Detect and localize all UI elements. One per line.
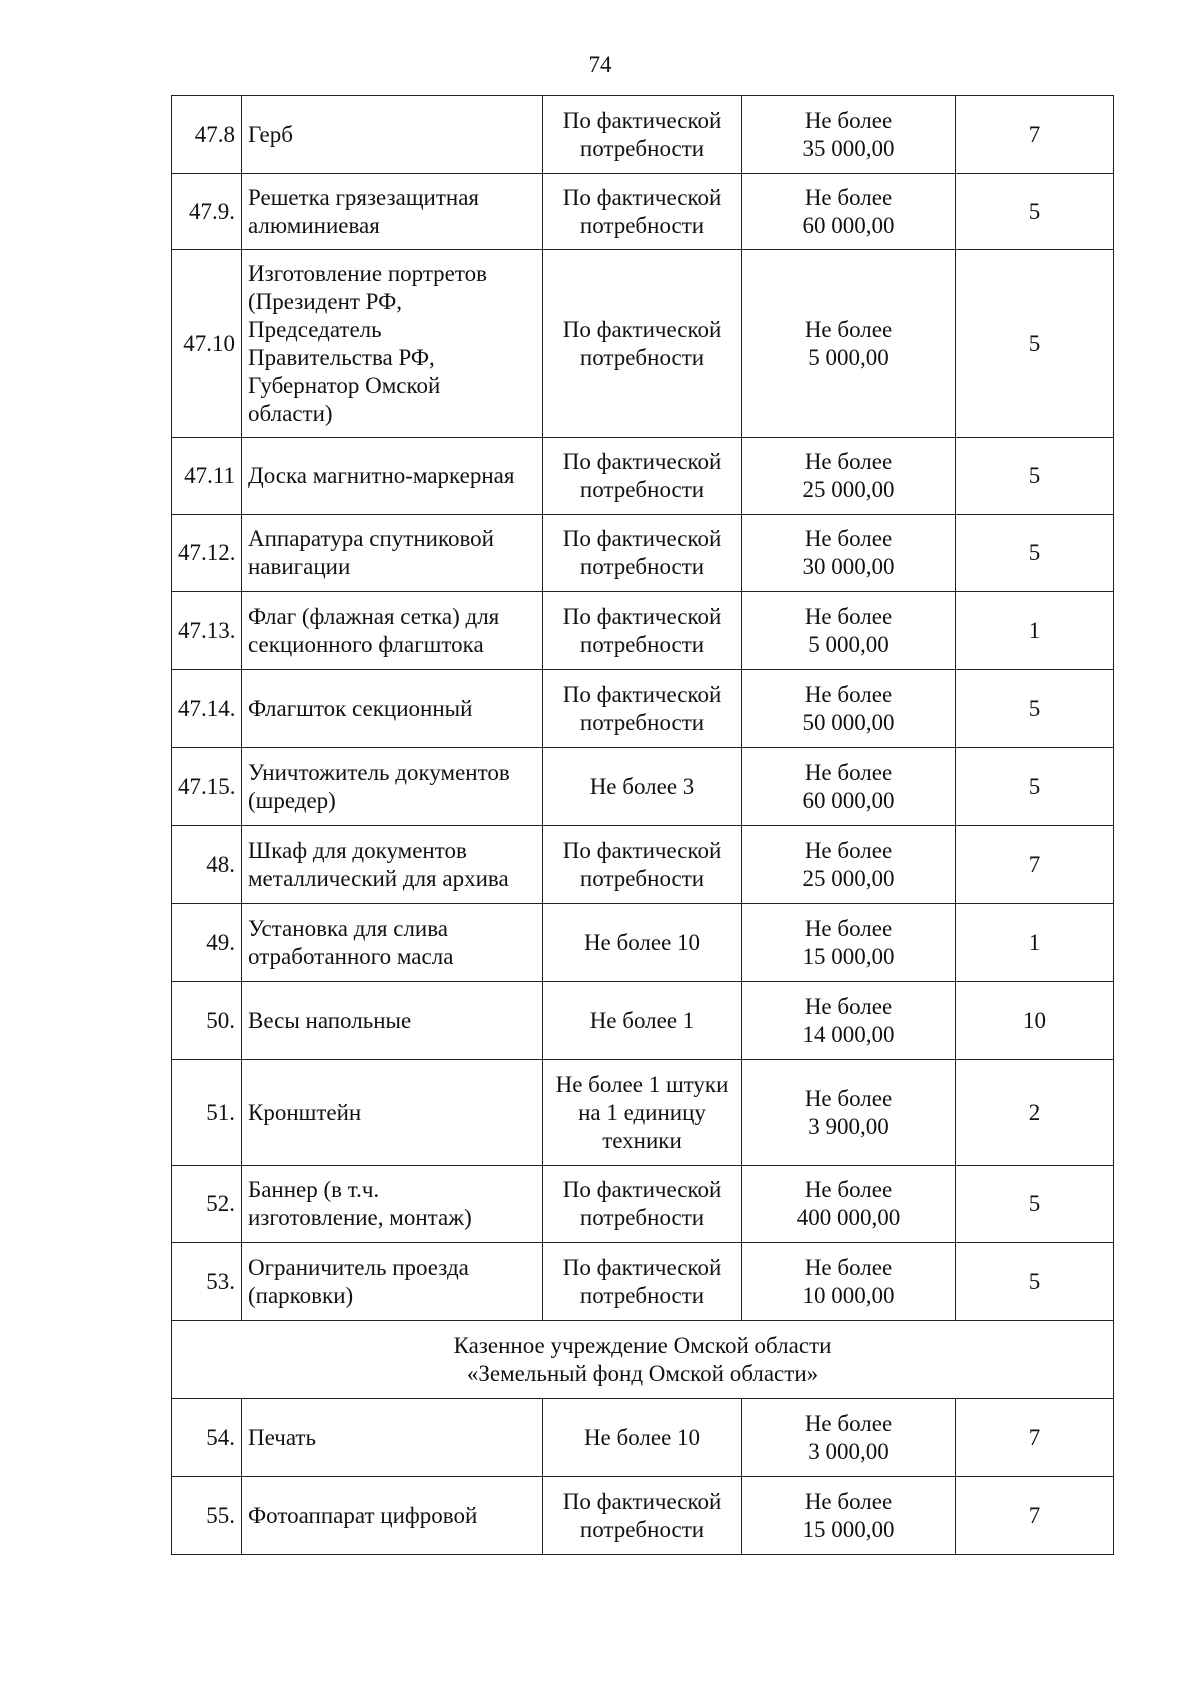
price-cell: Не более 60 000,00 [742, 174, 956, 250]
price-cell: Не более 5 000,00 [742, 592, 956, 670]
quantity-cell: По фактической потребности [543, 1243, 742, 1321]
item-name-cell: Флагшток секционный [242, 670, 543, 748]
row-number-cell: 55. [172, 1477, 242, 1555]
table-row [172, 904, 1114, 982]
table-row [172, 1060, 1114, 1166]
row-number-cell: 51. [172, 1060, 242, 1166]
price-cell: Не более 5 000,00 [742, 250, 956, 438]
row-number-cell: 54. [172, 1399, 242, 1477]
section-title: Казенное учреждение Омской области «Земельный фонд Омской области» [172, 1321, 1114, 1399]
quantity-cell: Не более 10 [543, 904, 742, 982]
section-header-row [172, 1321, 1114, 1399]
price-cell: Не более 15 000,00 [742, 1477, 956, 1555]
page-number: 74 [588, 52, 612, 77]
row-number-cell: 47.12. [172, 515, 242, 592]
item-name-cell: Герб [242, 96, 543, 174]
table-row [172, 1166, 1114, 1243]
table-row [172, 1243, 1114, 1321]
item-name-cell: Установка для слива отработанного масла [242, 904, 543, 982]
item-name-cell: Доска магнитно-маркерная [242, 438, 543, 515]
item-name-cell: Фотоаппарат цифровой [242, 1477, 543, 1555]
service-term-cell: 5 [956, 748, 1114, 826]
row-number-cell: 47.10 [172, 250, 242, 438]
price-cell: Не более 400 000,00 [742, 1166, 956, 1243]
quantity-cell: По фактической потребности [543, 438, 742, 515]
service-term-cell: 1 [956, 592, 1114, 670]
service-term-cell: 5 [956, 250, 1114, 438]
service-term-cell: 7 [956, 1399, 1114, 1477]
item-name-cell: Баннер (в т.ч. изготовление, монтаж) [242, 1166, 543, 1243]
item-name-cell: Кронштейн [242, 1060, 543, 1166]
quantity-cell: Не более 3 [543, 748, 742, 826]
quantity-cell: Не более 1 штуки на 1 единицу техники [543, 1060, 742, 1166]
table-body [172, 96, 1114, 1555]
item-name-cell: Ограничитель проезда (парковки) [242, 1243, 543, 1321]
price-cell: Не более 30 000,00 [742, 515, 956, 592]
quantity-cell: По фактической потребности [543, 826, 742, 904]
service-term-cell: 5 [956, 1243, 1114, 1321]
table-row [172, 982, 1114, 1060]
table-row [172, 515, 1114, 592]
row-number-cell: 52. [172, 1166, 242, 1243]
table-row [172, 1477, 1114, 1555]
row-number-cell: 50. [172, 982, 242, 1060]
price-cell: Не более 10 000,00 [742, 1243, 956, 1321]
row-number-cell: 48. [172, 826, 242, 904]
price-cell: Не более 35 000,00 [742, 96, 956, 174]
row-number-cell: 47.11 [172, 438, 242, 515]
quantity-cell: По фактической потребности [543, 515, 742, 592]
price-cell: Не более 50 000,00 [742, 670, 956, 748]
price-cell: Не более 14 000,00 [742, 982, 956, 1060]
quantity-cell: По фактической потребности [543, 174, 742, 250]
row-number-cell: 47.13. [172, 592, 242, 670]
row-number-cell: 53. [172, 1243, 242, 1321]
service-term-cell: 10 [956, 982, 1114, 1060]
table-row [172, 96, 1114, 174]
quantity-cell: По фактической потребности [543, 1166, 742, 1243]
row-number-cell: 47.8 [172, 96, 242, 174]
price-cell: Не более 3 000,00 [742, 1399, 956, 1477]
table-row [172, 826, 1114, 904]
service-term-cell: 7 [956, 96, 1114, 174]
item-name-cell: Флаг (флажная сетка) для секционного флагштока [242, 592, 543, 670]
quantity-cell: По фактической потребности [543, 1477, 742, 1555]
price-cell: Не более 3 900,00 [742, 1060, 956, 1166]
price-cell: Не более 15 000,00 [742, 904, 956, 982]
price-cell: Не более 25 000,00 [742, 826, 956, 904]
quantity-cell: По фактической потребности [543, 250, 742, 438]
row-number-cell: 47.15. [172, 748, 242, 826]
quantity-cell: Не более 1 [543, 982, 742, 1060]
service-term-cell: 2 [956, 1060, 1114, 1166]
table-row [172, 748, 1114, 826]
row-number-cell: 47.14. [172, 670, 242, 748]
row-number-cell: 49. [172, 904, 242, 982]
item-name-cell: Аппаратура спутниковой навигации [242, 515, 543, 592]
service-term-cell: 1 [956, 904, 1114, 982]
price-cell: Не более 25 000,00 [742, 438, 956, 515]
quantity-cell: Не более 10 [543, 1399, 742, 1477]
table-row [172, 250, 1114, 438]
service-term-cell: 5 [956, 670, 1114, 748]
row-number-cell: 47.9. [172, 174, 242, 250]
service-term-cell: 5 [956, 438, 1114, 515]
item-name-cell: Изготовление портретов (Президент РФ, Председатель Правительства РФ, Губернатор Омской области) [242, 250, 543, 438]
table-row [172, 1399, 1114, 1477]
item-name-cell: Уничтожитель документов (шредер) [242, 748, 543, 826]
quantity-cell: По фактической потребности [543, 670, 742, 748]
item-name-cell: Решетка грязезащитная алюминиевая [242, 174, 543, 250]
service-term-cell: 5 [956, 174, 1114, 250]
item-name-cell: Шкаф для документов металлический для архива [242, 826, 543, 904]
item-name-cell: Печать [242, 1399, 543, 1477]
table-row [172, 438, 1114, 515]
item-name-cell: Весы напольные [242, 982, 543, 1060]
table-row [172, 670, 1114, 748]
service-term-cell: 5 [956, 515, 1114, 592]
service-term-cell: 7 [956, 826, 1114, 904]
table-row [172, 592, 1114, 670]
table-row [172, 174, 1114, 250]
quantity-cell: По фактической потребности [543, 96, 742, 174]
norms-table [171, 95, 1114, 1555]
quantity-cell: По фактической потребности [543, 592, 742, 670]
service-term-cell: 5 [956, 1166, 1114, 1243]
price-cell: Не более 60 000,00 [742, 748, 956, 826]
service-term-cell: 7 [956, 1477, 1114, 1555]
